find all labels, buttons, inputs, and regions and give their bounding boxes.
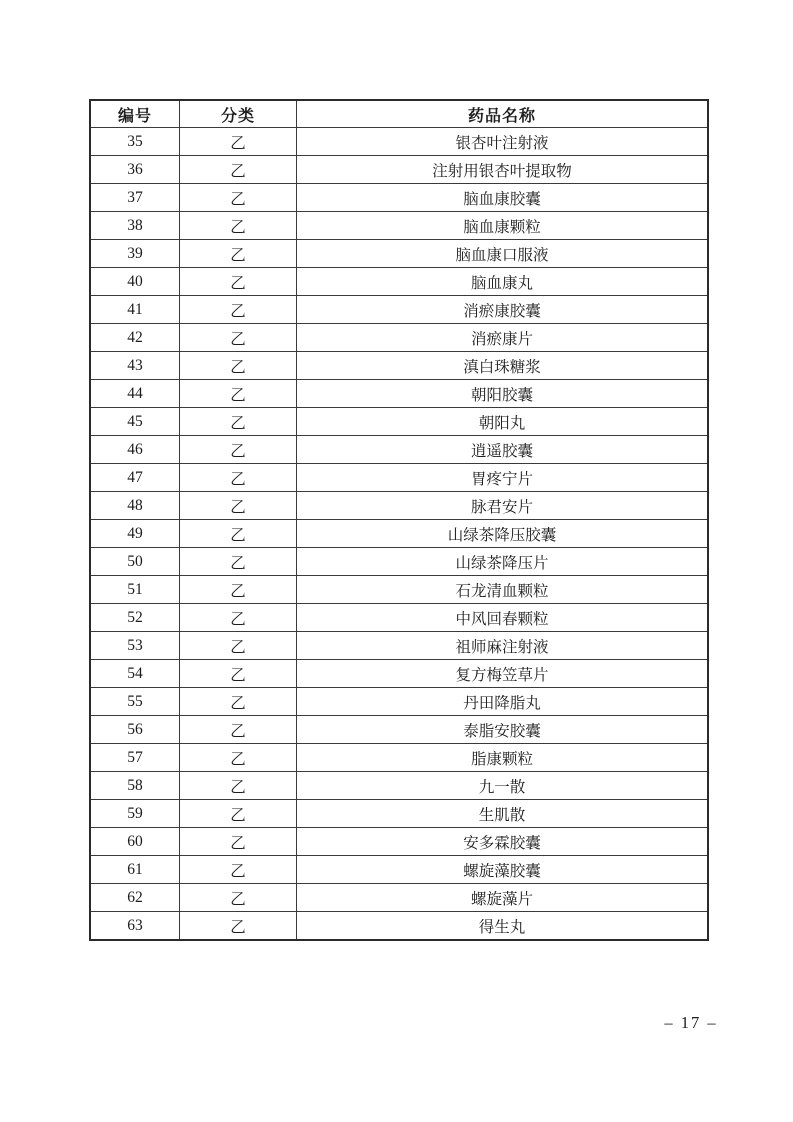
row-drug-name-cell: 朝阳丸 [297, 408, 709, 436]
row-category-cell: 乙 [180, 324, 297, 352]
row-drug-name-cell: 螺旋藻胶囊 [297, 856, 709, 884]
row-number-cell: 52 [90, 604, 180, 632]
row-drug-name-cell: 胃疼宁片 [297, 464, 709, 492]
row-category-cell: 乙 [180, 240, 297, 268]
row-number-cell: 39 [90, 240, 180, 268]
row-category-cell: 乙 [180, 688, 297, 716]
row-number-cell: 51 [90, 576, 180, 604]
row-drug-name-cell: 石龙清血颗粒 [297, 576, 709, 604]
table-row [90, 716, 708, 744]
row-number-cell: 45 [90, 408, 180, 436]
table-row [90, 212, 708, 240]
row-number-cell: 40 [90, 268, 180, 296]
row-drug-name-cell: 脑血康胶囊 [297, 184, 709, 212]
col-header-drug-name: 药品名称 [297, 100, 709, 128]
row-number-cell: 48 [90, 492, 180, 520]
row-category-cell: 乙 [180, 884, 297, 912]
table-row [90, 576, 708, 604]
row-number-cell: 35 [90, 128, 180, 156]
table-row [90, 688, 708, 716]
row-drug-name-cell: 消瘀康片 [297, 324, 709, 352]
row-drug-name-cell: 脑血康口服液 [297, 240, 709, 268]
row-number-cell: 37 [90, 184, 180, 212]
row-number-cell: 63 [90, 912, 180, 941]
row-category-cell: 乙 [180, 912, 297, 941]
table-row [90, 464, 708, 492]
table-row [90, 128, 708, 156]
row-drug-name-cell: 脂康颗粒 [297, 744, 709, 772]
drug-list-table [89, 99, 709, 941]
table-row [90, 184, 708, 212]
row-drug-name-cell: 消瘀康胶囊 [297, 296, 709, 324]
table-row [90, 660, 708, 688]
row-number-cell: 62 [90, 884, 180, 912]
table-row [90, 296, 708, 324]
row-category-cell: 乙 [180, 520, 297, 548]
row-category-cell: 乙 [180, 772, 297, 800]
row-drug-name-cell: 九一散 [297, 772, 709, 800]
page-number: – 17 – [664, 1013, 718, 1032]
row-number-cell: 49 [90, 520, 180, 548]
table-row [90, 240, 708, 268]
row-drug-name-cell: 注射用银杏叶提取物 [297, 156, 709, 184]
row-drug-name-cell: 安多霖胶囊 [297, 828, 709, 856]
row-drug-name-cell: 银杏叶注射液 [297, 128, 709, 156]
row-category-cell: 乙 [180, 632, 297, 660]
row-category-cell: 乙 [180, 828, 297, 856]
row-drug-name-cell: 脉君安片 [297, 492, 709, 520]
row-drug-name-cell: 中风回春颗粒 [297, 604, 709, 632]
row-category-cell: 乙 [180, 576, 297, 604]
table-row [90, 352, 708, 380]
table-row [90, 604, 708, 632]
row-drug-name-cell: 螺旋藻片 [297, 884, 709, 912]
row-category-cell: 乙 [180, 408, 297, 436]
table-row [90, 156, 708, 184]
row-number-cell: 55 [90, 688, 180, 716]
row-category-cell: 乙 [180, 744, 297, 772]
row-drug-name-cell: 朝阳胶囊 [297, 380, 709, 408]
row-number-cell: 58 [90, 772, 180, 800]
row-category-cell: 乙 [180, 296, 297, 324]
row-number-cell: 53 [90, 632, 180, 660]
row-number-cell: 44 [90, 380, 180, 408]
row-drug-name-cell: 脑血康颗粒 [297, 212, 709, 240]
table-row [90, 436, 708, 464]
table-row [90, 772, 708, 800]
row-drug-name-cell: 祖师麻注射液 [297, 632, 709, 660]
drug-table-body [90, 128, 708, 941]
row-drug-name-cell: 泰脂安胶囊 [297, 716, 709, 744]
table-row [90, 884, 708, 912]
row-category-cell: 乙 [180, 156, 297, 184]
row-drug-name-cell: 丹田降脂丸 [297, 688, 709, 716]
row-number-cell: 43 [90, 352, 180, 380]
row-number-cell: 36 [90, 156, 180, 184]
row-drug-name-cell: 山绿茶降压片 [297, 548, 709, 576]
row-number-cell: 46 [90, 436, 180, 464]
row-category-cell: 乙 [180, 380, 297, 408]
drug-table-header [90, 100, 708, 128]
table-row [90, 268, 708, 296]
col-header-category: 分类 [180, 100, 297, 128]
row-number-cell: 38 [90, 212, 180, 240]
table-row [90, 492, 708, 520]
row-drug-name-cell: 逍遥胶囊 [297, 436, 709, 464]
row-number-cell: 54 [90, 660, 180, 688]
col-header-number: 编号 [90, 100, 180, 128]
table-row [90, 828, 708, 856]
row-category-cell: 乙 [180, 184, 297, 212]
table-row [90, 856, 708, 884]
row-number-cell: 57 [90, 744, 180, 772]
row-number-cell: 60 [90, 828, 180, 856]
row-number-cell: 59 [90, 800, 180, 828]
table-row [90, 380, 708, 408]
row-drug-name-cell: 脑血康丸 [297, 268, 709, 296]
row-category-cell: 乙 [180, 128, 297, 156]
row-category-cell: 乙 [180, 268, 297, 296]
table-row [90, 744, 708, 772]
table-row [90, 548, 708, 576]
row-category-cell: 乙 [180, 716, 297, 744]
table-row [90, 912, 708, 941]
row-category-cell: 乙 [180, 212, 297, 240]
table-row [90, 520, 708, 548]
row-category-cell: 乙 [180, 492, 297, 520]
row-category-cell: 乙 [180, 436, 297, 464]
row-number-cell: 50 [90, 548, 180, 576]
row-drug-name-cell: 生肌散 [297, 800, 709, 828]
row-drug-name-cell: 得生丸 [297, 912, 709, 941]
table-row [90, 800, 708, 828]
table-row [90, 408, 708, 436]
row-category-cell: 乙 [180, 660, 297, 688]
header-row [90, 100, 708, 128]
row-category-cell: 乙 [180, 800, 297, 828]
row-category-cell: 乙 [180, 856, 297, 884]
table-row [90, 324, 708, 352]
row-number-cell: 47 [90, 464, 180, 492]
row-drug-name-cell: 山绿茶降压胶囊 [297, 520, 709, 548]
row-number-cell: 42 [90, 324, 180, 352]
table-row [90, 632, 708, 660]
row-category-cell: 乙 [180, 352, 297, 380]
row-category-cell: 乙 [180, 604, 297, 632]
row-drug-name-cell: 复方梅笠草片 [297, 660, 709, 688]
row-category-cell: 乙 [180, 464, 297, 492]
row-drug-name-cell: 滇白珠糖浆 [297, 352, 709, 380]
row-category-cell: 乙 [180, 548, 297, 576]
row-number-cell: 56 [90, 716, 180, 744]
row-number-cell: 41 [90, 296, 180, 324]
row-number-cell: 61 [90, 856, 180, 884]
